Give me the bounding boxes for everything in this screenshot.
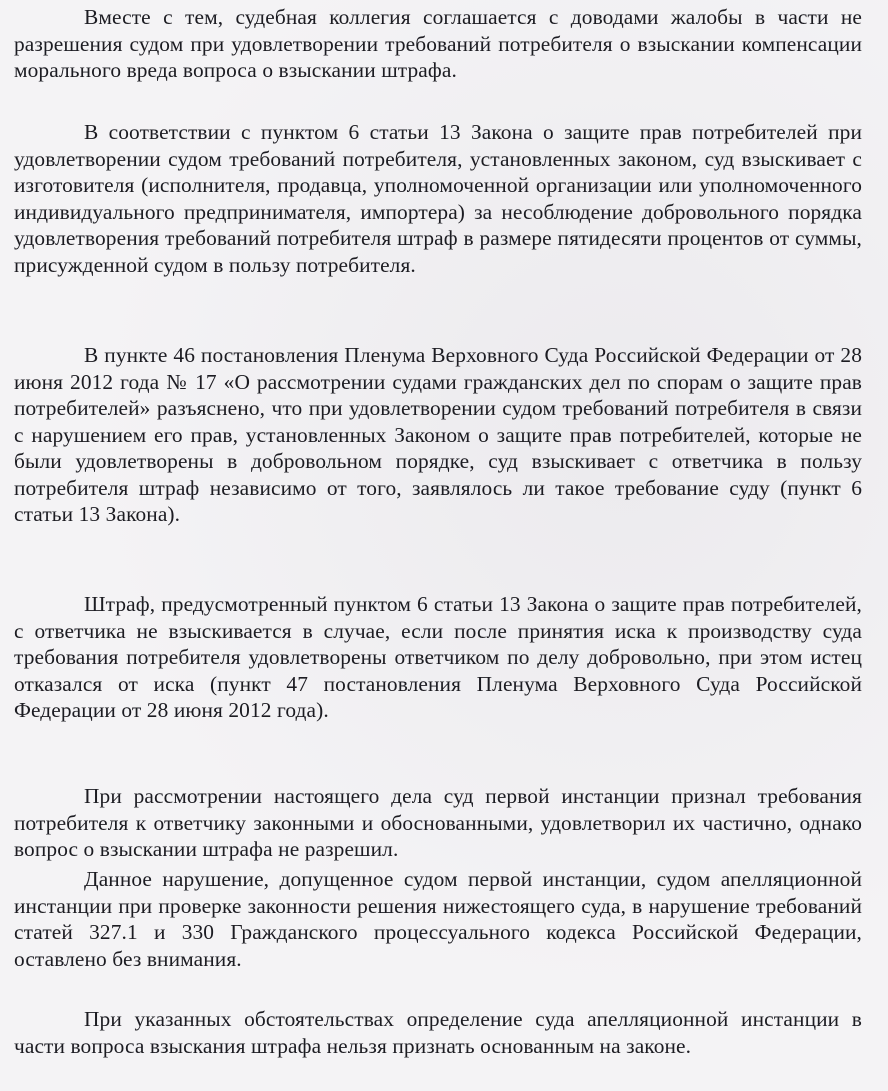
paragraph-5: При рассмотрении настоящего дела суд первой инстанции признал требования потребителя к ответчику законными и обоснованными, удовлетворил их частично, однако вопрос о взыскании штрафа не разрешил. xyxy=(14,784,862,861)
paragraph-2: В соответствии с пунктом 6 статьи 13 Закона о защите прав потребителей при удовлетворении судом требований потребителя, установленных законом, суд взыскивает с изготовителя (исполнителя, продавца, уполномоченной организации или уполномоченного индивидуального предпринимателя, импортера) за несоблюдение добровольного порядка удовлетворения требований потребителя штраф в размере пятидесяти процентов от суммы, присужденной судом в пользу потребителя. xyxy=(14,120,862,277)
paragraph-6: Данное нарушение, допущенное судом первой инстанции, судом апелляционной инстанции при проверке законности решения нижестоящего суда, в нарушение требований статей 327.1 и 330 Гражданского процессуального кодекса Российской Федерации, оставлено без внимания. xyxy=(14,867,862,971)
paragraph-4: Штраф, предусмотренный пунктом 6 статьи 13 Закона о защите прав потребителей, с ответчика не взыскивается в случае, если после принятия иска к производству суда требования потребителя удовлетворены ответчиком по делу добровольно, при этом истец отказался от иска (пункт 47 постановления Пленума Верховного Суда Российской Федерации от 28 июня 2012 года). xyxy=(14,592,862,722)
paragraph-1: Вместе с тем, судебная коллегия соглашается с доводами жалобы в части не разрешения судом при удовлетворении требований потребителя о взыскании компенсации морального вреда вопроса о взыскании штрафа. xyxy=(14,5,862,82)
paragraph-7: При указанных обстоятельствах определение суда апелляционной инстанции в части вопроса взыскания штрафа нельзя признать основанным на законе. xyxy=(14,1007,862,1058)
paragraph-3: В пункте 46 постановления Пленума Верховного Суда Российской Федерации от 28 июня 2012 года № 17 «О рассмотрении судами гражданских дел по спорам о защите прав потребителей» разъяснено, что при удовлетворении судом требований потребителя в связи с нарушением его прав, установленных Законом о защите прав потребителей, которые не были удовлетворены в добровольном порядке, суд взыскивает с ответчика в пользу потребителя штраф независимо от того, заявлялось ли такое требование суду (пункт 6 статьи 13 Закона). xyxy=(14,343,862,526)
